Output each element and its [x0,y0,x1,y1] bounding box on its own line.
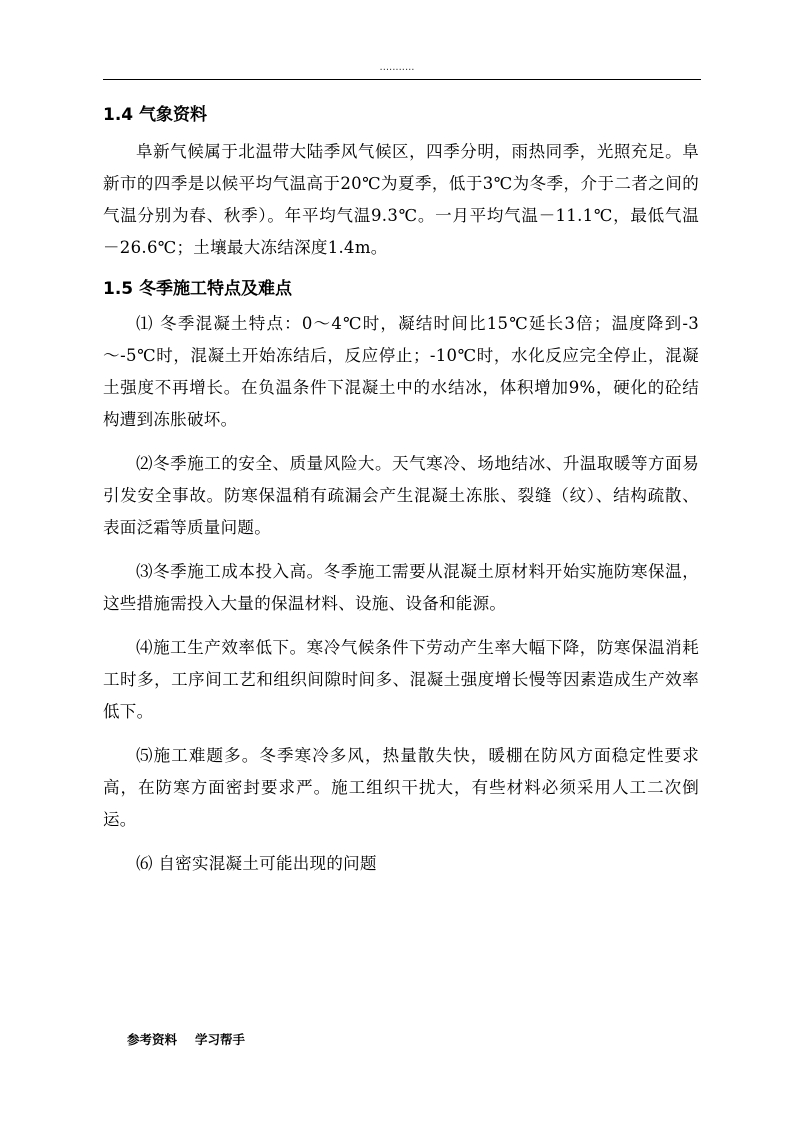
paragraph-item-4: ⑷施工生产效率低下。寒冷气候条件下劳动产生率大幅下降，防寒保温消耗工时多，工序间工艺和组织间隙时间多、混凝土强度增长慢等因素造成生产效率低下。 [103,638,699,721]
section-heading-1-4: 1.4 气象资料 [103,105,208,125]
paragraph-climate: 阜新气候属于北温带大陆季风气候区，四季分明，雨热同季，光照充足。阜新市的四季是以候平均气温高于20℃为夏季，低于3℃为冬季，介于二者之间的气温分别为春、秋季）。年平均气温9.3℃。一月平均气温－11.1℃，最低气温－26.6℃；土壤最大冻结深度1.4m。 [103,142,699,257]
paragraph-item-6: ⑹ 自密实混凝土可能出现的问题 [136,854,377,873]
header-rule [103,79,701,80]
footer-left-label: 参考资料 [127,1032,178,1047]
section-heading-1-5: 1.5 冬季施工特点及难点 [103,279,293,299]
document-body [103,98,699,880]
paragraph-item-1: ⑴ 冬季混凝土特点：0～4℃时，凝结时间比15℃延长3倍；温度降到-3～-5℃时，混凝土开始冻结后，反应停止；-10℃时，水化反应完全停止，混凝土强度不再增长。在负温条件下混凝土中的水结冰，体积增加9%，硬化的砼结构遭到冻胀破坏。 [103,314,699,429]
paragraph-item-3: ⑶冬季施工成本投入高。冬季施工需要从混凝土原材料开始实施防寒保温，这些措施需投入大量的保温材料、设施、设备和能源。 [103,562,699,613]
paragraph-item-2: ⑵冬季施工的安全、质量风险大。天气寒冷、场地结冰、升温取暖等方面易引发安全事故。防寒保温稍有疏漏会产生混凝土冻胀、裂缝（纹）、结构疏散、表面泛霜等质量问题。 [103,454,699,537]
page-footer [127,1030,245,1048]
footer-right-label: 学习帮手 [195,1032,246,1047]
paragraph-item-5: ⑸施工难题多。冬季寒冷多风，热量散失快，暖棚在防风方面稳定性要求高，在防寒方面密封要求严。施工组织干扰大，有些材料必须采用人工二次倒运。 [103,746,699,829]
header-dots: ........... [379,62,415,73]
